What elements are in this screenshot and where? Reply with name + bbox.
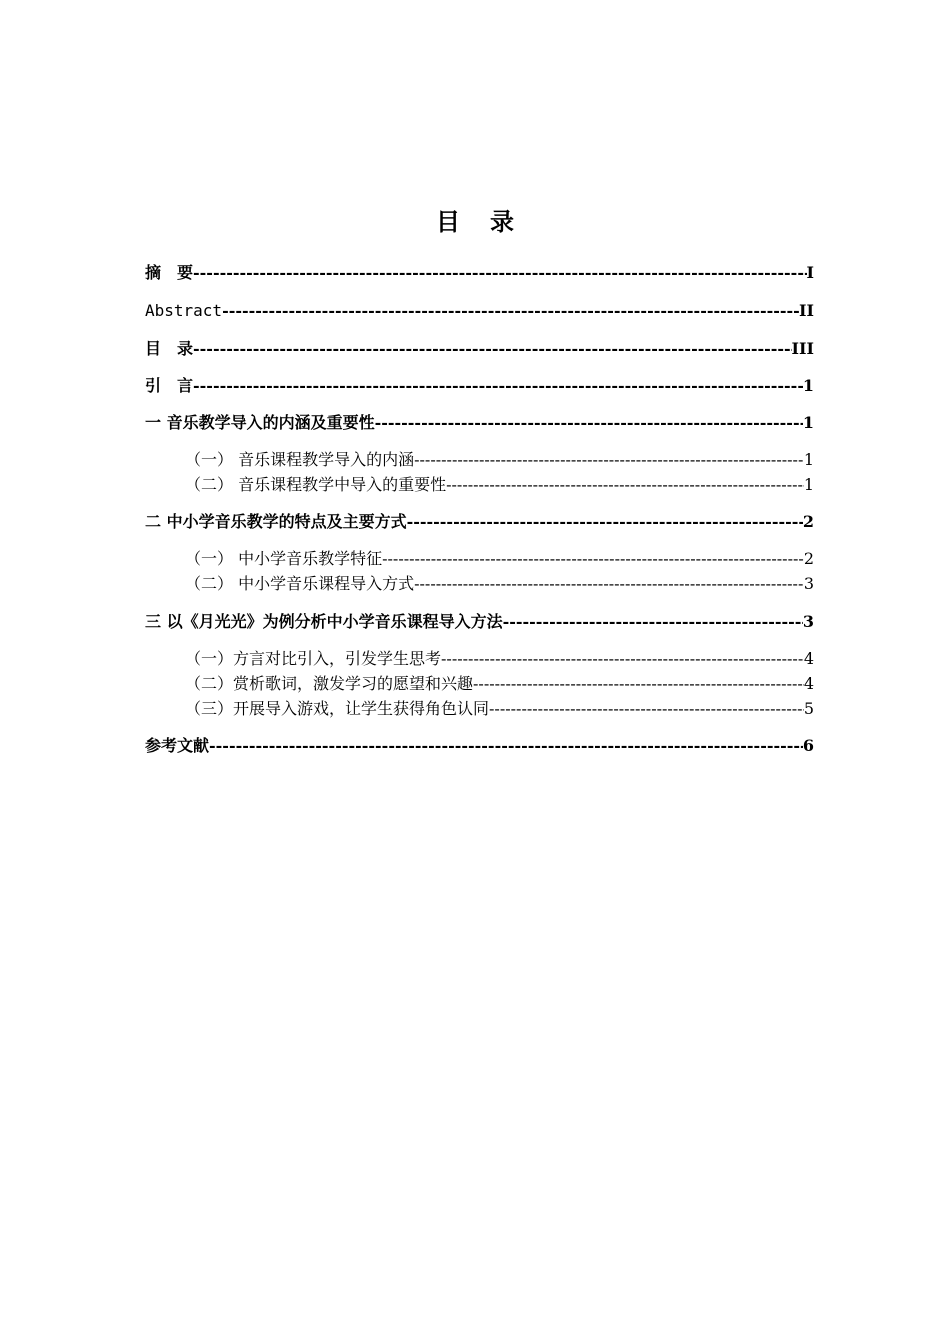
toc-leader xyxy=(193,337,792,361)
toc-entry-section-2-2[interactable] xyxy=(185,572,814,596)
toc-entry-label: 二 中小学音乐教学的特点及主要方式 xyxy=(145,512,407,531)
toc-entry-label: 引 言 xyxy=(145,376,194,395)
toc-entry-page: 5 xyxy=(803,699,814,718)
toc-entry-abstract-cn[interactable] xyxy=(145,261,814,285)
toc-entry-page: 4 xyxy=(803,674,814,693)
toc-title xyxy=(0,200,950,244)
toc-leader xyxy=(473,672,804,696)
toc-entry-section-3-3[interactable] xyxy=(185,697,814,721)
toc-entry-page: I xyxy=(806,263,814,282)
toc-entry-chapter-2[interactable] xyxy=(145,510,814,534)
toc-entry-page: 2 xyxy=(802,512,814,531)
toc-leader xyxy=(503,610,803,634)
toc-leader xyxy=(446,473,804,497)
toc-entry-label: 目 录 xyxy=(145,339,194,358)
toc-entry-references[interactable] xyxy=(145,734,814,758)
toc-entry-page: 1 xyxy=(803,475,814,494)
toc-entry-page: 3 xyxy=(803,574,814,593)
toc-entry-introduction[interactable] xyxy=(145,374,814,398)
toc-entry-page: 1 xyxy=(802,413,814,432)
toc-entry-page: III xyxy=(791,339,814,358)
toc-entry-section-1-2[interactable] xyxy=(185,473,814,497)
toc-leader xyxy=(375,411,803,435)
toc-entry-label: （二） 中小学音乐课程导入方式 xyxy=(185,574,415,593)
toc-entry-label: 一 音乐教学导入的内涵及重要性 xyxy=(145,413,375,432)
toc-title-part2: 录 xyxy=(490,207,514,236)
toc-leader xyxy=(414,448,804,472)
toc-leader xyxy=(407,510,803,534)
toc-leader xyxy=(193,374,803,398)
toc-entry-label: （三）开展导入游戏，让学生获得角色认同 xyxy=(185,699,490,718)
toc-leader xyxy=(414,572,804,596)
toc-entry-label: （一）方言对比引入，引发学生思考 xyxy=(185,649,442,668)
toc-leader xyxy=(382,547,804,571)
toc-entry-chapter-1[interactable] xyxy=(145,411,814,435)
toc-entry-section-3-1[interactable] xyxy=(185,647,814,671)
toc-entry-label: （二） 音乐课程教学中导入的重要性 xyxy=(185,475,447,494)
toc-title-part1: 目 xyxy=(436,207,460,236)
toc-entry-label: （一） 音乐课程教学导入的内涵 xyxy=(185,450,415,469)
toc-entry-label: Abstract xyxy=(145,301,223,320)
toc-entry-page: 3 xyxy=(802,612,814,631)
toc-entry-chapter-3[interactable] xyxy=(145,610,814,634)
toc-leader xyxy=(222,299,799,323)
toc-entry-section-3-2[interactable] xyxy=(185,672,814,696)
toc-entry-page: 4 xyxy=(803,649,814,668)
toc-entry-label: （二）赏析歌词，激发学习的愿望和兴趣 xyxy=(185,674,474,693)
toc-entry-page: 1 xyxy=(802,376,814,395)
toc-leader xyxy=(209,734,803,758)
toc-entry-section-2-1[interactable] xyxy=(185,547,814,571)
toc-entry-page: II xyxy=(799,301,814,320)
toc-entry-label: 摘 要 xyxy=(145,263,194,282)
toc-entry-label: 参考文献 xyxy=(145,736,210,755)
toc-entry-label: 三 以《月光光》为例分析中小学音乐课程导入方法 xyxy=(145,612,503,631)
toc-leader xyxy=(489,697,804,721)
toc-leader xyxy=(441,647,804,671)
toc-leader xyxy=(193,261,807,285)
toc-entry-page: 6 xyxy=(802,736,814,755)
toc-entry-page: 2 xyxy=(803,549,814,568)
toc-entry-page: 1 xyxy=(803,450,814,469)
toc-entry-contents[interactable] xyxy=(145,337,814,361)
toc-entry-section-1-1[interactable] xyxy=(185,448,814,472)
toc-entry-label: （一） 中小学音乐教学特征 xyxy=(185,549,383,568)
toc-entry-abstract-en[interactable] xyxy=(145,299,814,323)
